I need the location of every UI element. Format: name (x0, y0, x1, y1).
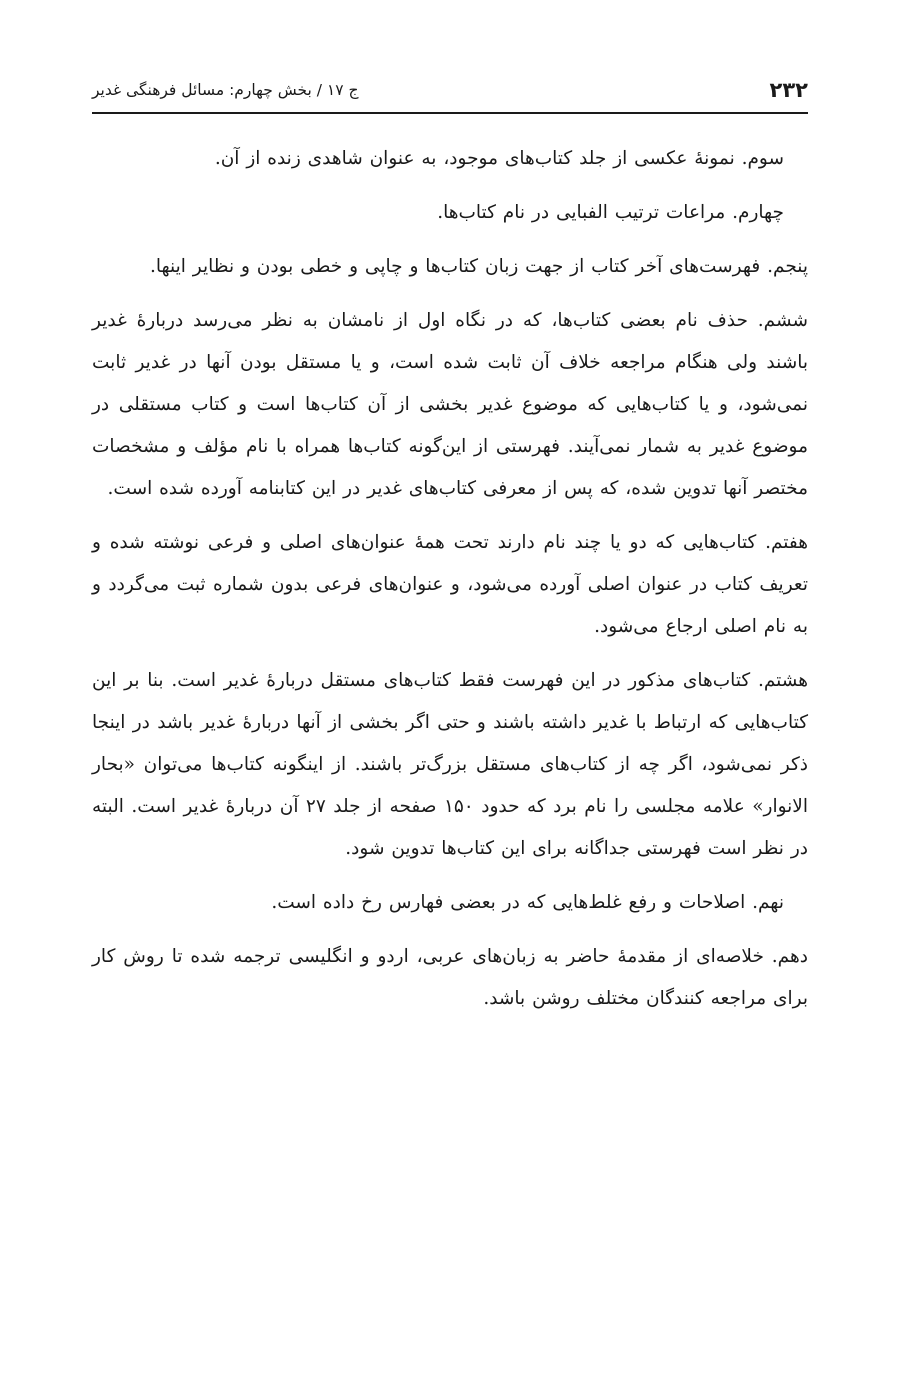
paragraph-ninth: نهم. اصلاحات و رفع غلط‌هایی که در بعضی فهارس رخ داده است. (271, 892, 784, 913)
page-number: ۲۳۲ (769, 78, 808, 102)
paragraph-third: سوم. نمونهٔ عکسی از جلد کتاب‌های موجود، به عنوان شاهدی زنده از آن. (214, 148, 784, 169)
paragraph-eighth: هشتم. کتاب‌های مذکور در این فهرست فقط کتاب‌های مستقل دربارهٔ غدیر است. بنا بر این کتاب‌هایی که ارتباط با غدیر داشته باشند و حتی اگر بخشی از آنها دربارهٔ غدیر باشد در اینجا ذکر نمی‌شود، اگر چه از کتاب‌های مستقل بزرگ‌تر باشند. از اینگونه کتاب‌ها می‌توان «بحار الانوار» علامه مجلسی را نام برد که حدود ۱۵۰ صفحه از جلد ۲۷ آن دربارهٔ غدیر است. البته در نظر است فهرستی جداگانه برای این کتاب‌ها تدوین شود. (92, 670, 809, 859)
paragraph-seventh: هفتم. کتاب‌هایی که دو یا چند نام دارند تحت همهٔ عنوان‌های اصلی و فرعی نوشته شده و تعریف کتاب در عنوان اصلی آورده می‌شود، و عنوان‌های فرعی بدون شماره ثبت می‌گردد و به نام اصلی ارجاع می‌شود. (92, 532, 808, 637)
paragraph-fourth: چهارم. مراعات ترتیب الفبایی در نام کتاب‌ها. (437, 202, 784, 223)
header-title: ج ۱۷ / بخش چهارم: مسائل فرهنگی غدیر (92, 81, 359, 99)
paragraph-tenth: دهم. خلاصه‌ای از مقدمهٔ حاضر به زبان‌های عربی، اردو و انگلیسی ترجمه شده تا روش کار برای مراجعه کنندگان مختلف روشن باشد. (92, 946, 808, 1009)
paragraph-sixth: ششم. حذف نام بعضی کتاب‌ها، که در نگاه اول از نامشان به نظر می‌رسد دربارهٔ غدیر باشند ولی هنگام مراجعه خلاف آن ثابت شده است، و یا مستقل بودن آنها در غدیر ثابت نمی‌شود، و یا کتاب‌هایی که موضوع غدیر بخشی از آن کتاب‌ها است و کتاب مستقلی در موضوع غدیر به شمار نمی‌آیند. فهرستی از این‌گونه کتاب‌ها همراه با نام مؤلف و مشخصات مختصر آنها تدوین شده، که پس از معرفی کتاب‌های غدیر در این کتابنامه آورده شده است. (92, 310, 808, 499)
paragraph-fifth: پنجم. فهرست‌های آخر کتاب از جهت زبان کتاب‌ها و چاپی و خطی بودن و نظایر اینها. (149, 256, 808, 277)
page-body (92, 138, 808, 1032)
running-header (92, 68, 808, 114)
